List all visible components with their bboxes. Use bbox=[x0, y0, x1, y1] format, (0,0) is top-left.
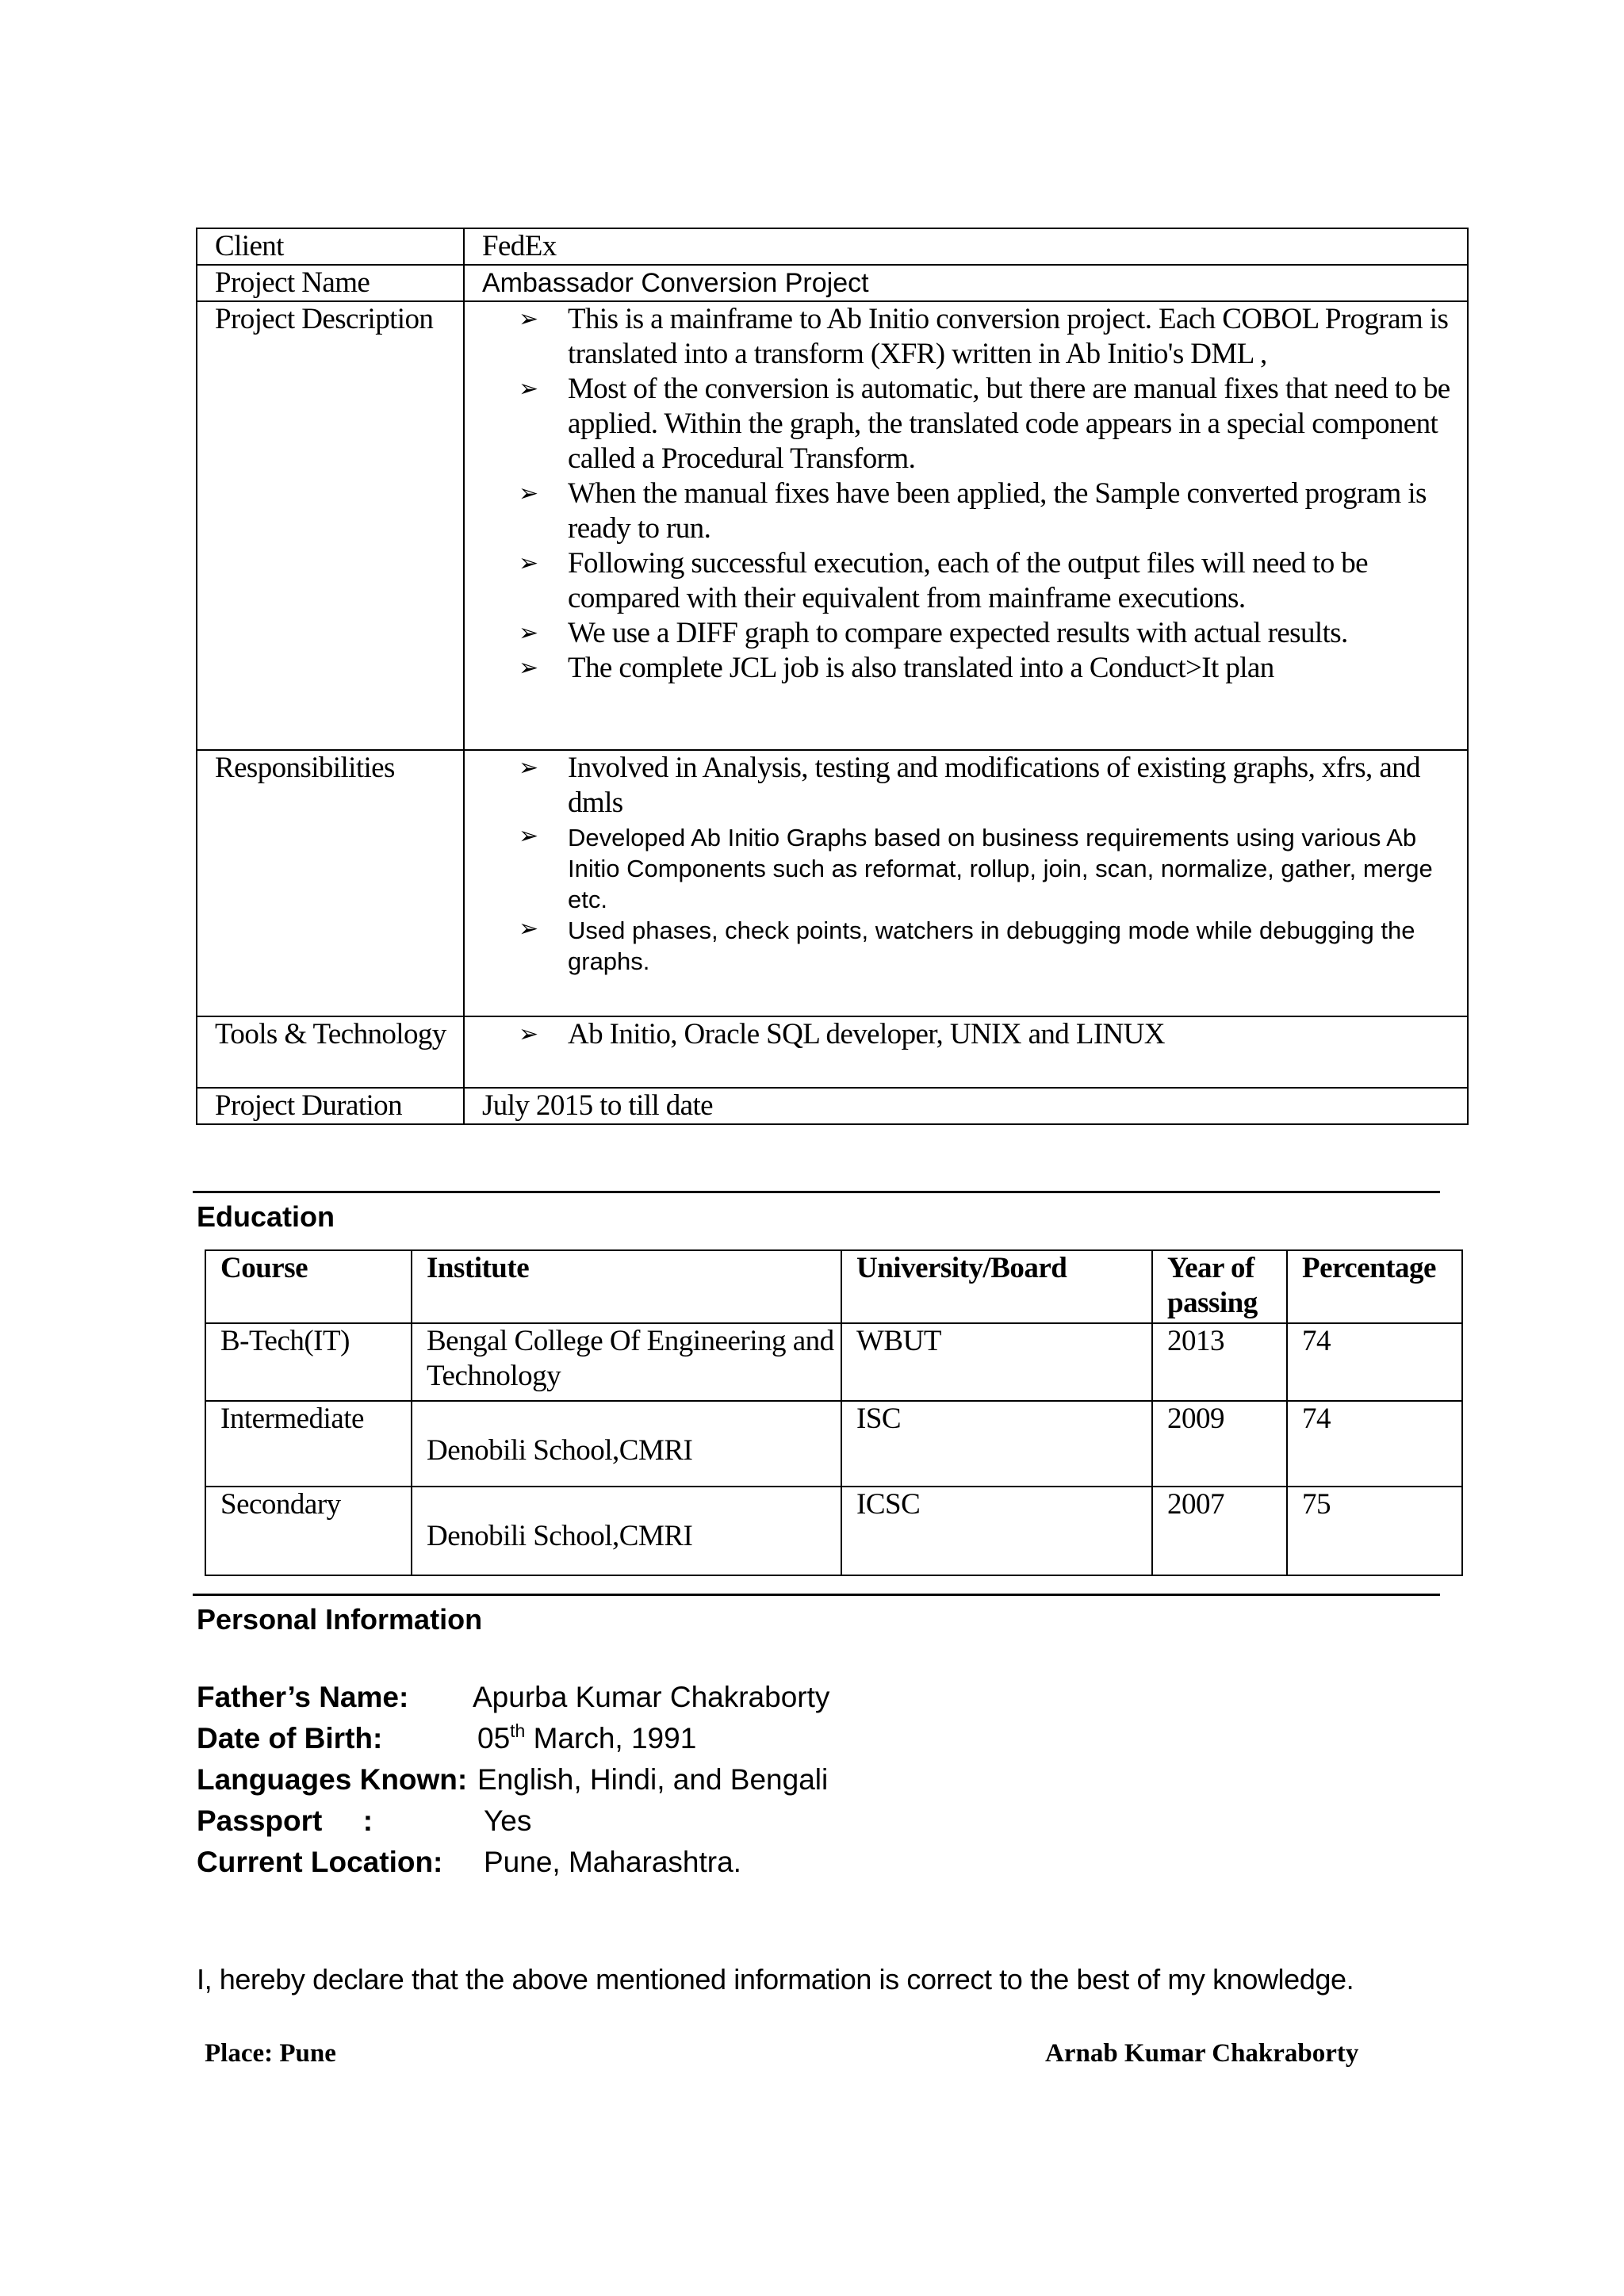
passport-value: Yes bbox=[484, 1804, 532, 1837]
list-item: ➢ Most of the conversion is automatic, but there are manual fixes that need to be applied. Within the graph, the translated code appears in a special component called a Procedural Transform. bbox=[519, 373, 1450, 475]
row-responsibilities bbox=[197, 750, 1468, 1016]
project-description-label: Project Description bbox=[197, 301, 464, 750]
table-cell: 2007 bbox=[1152, 1487, 1287, 1575]
list-item: ➢ We use a DIFF graph to compare expected results with actual results. bbox=[519, 617, 1348, 649]
list-item: ➢ Involved in Analysis, testing and modifications of existing graphs, xfrs, and dmls bbox=[519, 752, 1420, 819]
responsibilities-list bbox=[482, 751, 1467, 821]
place-text: Place: Pune bbox=[205, 2039, 336, 2068]
column-header: Year of passing bbox=[1152, 1250, 1287, 1323]
arrow-bullet-icon: ➢ bbox=[519, 823, 539, 849]
column-header: Percentage bbox=[1287, 1250, 1462, 1323]
column-header: Course bbox=[205, 1250, 412, 1323]
row-duration bbox=[197, 1088, 1468, 1124]
project-description-cell bbox=[464, 301, 1468, 750]
table-cell: 75 bbox=[1287, 1487, 1462, 1575]
divider-rule bbox=[193, 1191, 1440, 1193]
table-row bbox=[205, 1487, 1462, 1575]
project-name-value: Ambassador Conversion Project bbox=[464, 265, 1468, 301]
list-item: ➢ This is a mainframe to Ab Initio conversion project. Each COBOL Program is translated into a transform (XFR) written in Ab Initio's DML , bbox=[519, 303, 1449, 370]
row-project-name bbox=[197, 265, 1468, 301]
divider-rule bbox=[193, 1594, 1440, 1596]
row-project-description bbox=[197, 301, 1468, 750]
table-row bbox=[205, 1323, 1462, 1401]
responsibilities-list-arial bbox=[482, 822, 1467, 977]
list-item: ➢ Ab Initio, Oracle SQL developer, UNIX and LINUX bbox=[519, 1018, 1165, 1050]
arrow-bullet-icon: ➢ bbox=[519, 655, 538, 681]
client-label: Client bbox=[197, 228, 464, 265]
duration-value: July 2015 to till date bbox=[464, 1088, 1468, 1124]
languages-value: English, Hindi, and Bengali bbox=[477, 1763, 829, 1796]
location-value: Pune, Maharashtra. bbox=[484, 1846, 741, 1878]
personal-info-heading: Personal Information bbox=[197, 1603, 483, 1636]
table-cell: B-Tech(IT) bbox=[205, 1323, 412, 1401]
column-header: Institute bbox=[412, 1250, 841, 1323]
declaration-text: I, hereby declare that the above mentioned information is correct to the best of my knowledge. bbox=[197, 1963, 1354, 1996]
table-cell: Denobili School,CMRI bbox=[412, 1487, 841, 1575]
tools-cell bbox=[464, 1016, 1468, 1088]
client-value: FedEx bbox=[464, 228, 1468, 265]
tools-label: Tools & Technology bbox=[197, 1016, 464, 1088]
table-cell: Denobili School,CMRI bbox=[412, 1401, 841, 1487]
table-cell: 2013 bbox=[1152, 1323, 1287, 1401]
table-cell: WBUT bbox=[841, 1323, 1152, 1401]
arrow-bullet-icon: ➢ bbox=[519, 1021, 538, 1047]
row-tools bbox=[197, 1016, 1468, 1088]
table-cell: ICSC bbox=[841, 1487, 1152, 1575]
dob-value: 05th March, 1991 bbox=[477, 1720, 697, 1755]
project-name-label: Project Name bbox=[197, 265, 464, 301]
arrow-bullet-icon: ➢ bbox=[519, 306, 538, 332]
table-cell: 74 bbox=[1287, 1323, 1462, 1401]
row-client bbox=[197, 228, 1468, 265]
arrow-bullet-icon: ➢ bbox=[519, 376, 538, 402]
education-table bbox=[205, 1249, 1463, 1576]
passport-label: Passport : bbox=[197, 1804, 373, 1837]
location-label: Current Location: bbox=[197, 1846, 443, 1878]
arrow-bullet-icon: ➢ bbox=[519, 755, 538, 781]
arrow-bullet-icon: ➢ bbox=[519, 550, 538, 576]
list-item: ➢ The complete JCL job is also translated into a Conduct>It plan bbox=[519, 652, 1274, 684]
languages-label: Languages Known: bbox=[197, 1763, 468, 1796]
list-item: ➢ Developed Ab Initio Graphs based on business requirements using various Ab Initio Components such as reformat, rollup, join, scan, normalize, gather, merge etc. bbox=[568, 822, 1467, 915]
list-item: ➢ When the manual fixes have been applied, the Sample converted program is ready to run. bbox=[519, 477, 1427, 545]
table-cell: ISC bbox=[841, 1401, 1152, 1487]
education-heading: Education bbox=[197, 1200, 335, 1233]
table-row bbox=[205, 1401, 1462, 1487]
table-header-row bbox=[205, 1250, 1462, 1323]
table-cell: Intermediate bbox=[205, 1401, 412, 1487]
responsibilities-label: Responsibilities bbox=[197, 750, 464, 1016]
table-cell: Secondary bbox=[205, 1487, 412, 1575]
arrow-bullet-icon: ➢ bbox=[519, 916, 539, 942]
list-item: ➢ Following successful execution, each of the output files will need to be compared with their equivalent from mainframe executions. bbox=[519, 547, 1368, 614]
fathers-name-value: Apurba Kumar Chakraborty bbox=[473, 1681, 830, 1713]
column-header: University/Board bbox=[841, 1250, 1152, 1323]
responsibilities-cell bbox=[464, 750, 1468, 1016]
list-item: ➢ Used phases, check points, watchers in debugging mode while debugging the graphs. bbox=[568, 915, 1467, 977]
table-cell: 74 bbox=[1287, 1401, 1462, 1487]
table-cell: Bengal College Of Engineering and Technology bbox=[412, 1323, 841, 1401]
dob-label: Date of Birth: bbox=[197, 1722, 383, 1755]
arrow-bullet-icon: ➢ bbox=[519, 480, 538, 507]
arrow-bullet-icon: ➢ bbox=[519, 620, 538, 646]
description-list bbox=[482, 302, 1467, 686]
tools-list bbox=[482, 1017, 1467, 1052]
duration-label: Project Duration bbox=[197, 1088, 464, 1124]
signature-name: Arnab Kumar Chakraborty bbox=[1045, 2039, 1359, 2068]
fathers-name-label: Father’s Name: bbox=[197, 1681, 409, 1713]
table-cell: 2009 bbox=[1152, 1401, 1287, 1487]
project-table bbox=[196, 228, 1469, 1125]
